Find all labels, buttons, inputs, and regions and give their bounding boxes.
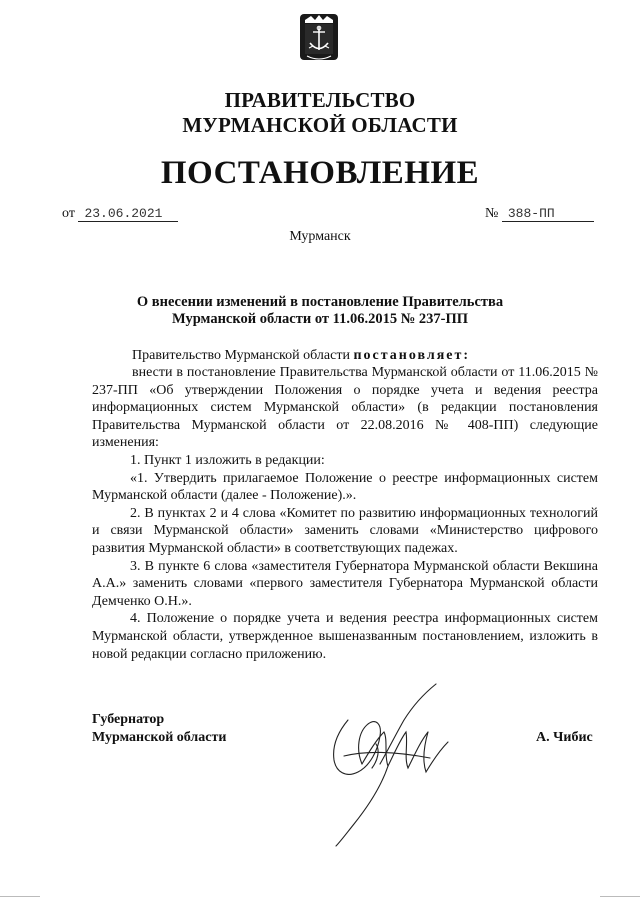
- document-type-title: ПОСТАНОВЛЕНИЕ: [160, 155, 480, 191]
- number-field: [485, 206, 594, 222]
- organization-name-line2: МУРМАНСКОЙ ОБЛАСТИ: [182, 113, 458, 137]
- scan-edge-mark: [600, 896, 640, 897]
- date-field: [62, 206, 178, 222]
- document-number: 388-ПП: [502, 206, 594, 222]
- scan-edge-mark: [0, 896, 40, 897]
- intro-paragraph: внести в постановление Правительства Мурманской области от 11.06.2015 № 237-ПП «Об утверждении Положения о порядке учета и ведения реестра информационных систем Мурманской области» (в редакции постановления Правительства Мурманской области от 22.08.2016 № 408-ПП) следующие изменения:: [92, 365, 598, 451]
- amendment-item-4: 4. Положение о порядке учета и ведения реестра информационных систем Мурманской области, утвержденное вышеназванным постановлением, изложить в новой редакции согласно приложению.: [92, 611, 598, 662]
- lead-text: Правительство Мурманской области: [132, 348, 354, 363]
- amendment-item-3: 3. В пункте 6 слова «заместителя Губернатора Мурманской области Векшина А.А.» заменить словами «первого заместителя Губернатора Мурманской области Демченко О.Н.».: [92, 558, 598, 609]
- number-prefix: №: [485, 206, 499, 221]
- signatory-title: [92, 711, 226, 747]
- amendment-item-2: 2. В пунктах 2 и 4 слова «Комитет по развитию информационных технологий и связи Мурманской области» заменить словами «Министерство цифрового развития Мурманской области» в соответствующих падежах.: [92, 505, 598, 556]
- coat-of-arms-icon: [297, 10, 341, 64]
- document-subject: [0, 294, 640, 328]
- signatory-name: А. Чибис: [536, 730, 593, 745]
- lead-verb: постановляет:: [353, 348, 471, 363]
- subject-line1: О внесении изменений в постановление Правительства: [136, 294, 504, 310]
- subject-line2: Мурманской области от 11.06.2015 № 237-ПП: [171, 311, 469, 327]
- signatory-title-line1: Губернатор: [92, 712, 165, 727]
- handwritten-signature: [318, 680, 468, 850]
- date-prefix: от: [62, 206, 75, 221]
- amendment-item-1-quote: «1. Утвердить прилагаемое Положение о реестре информационных систем Мурманской области (далее - Положение).».: [92, 470, 598, 504]
- organization-name-line1: ПРАВИТЕЛЬСТВО: [224, 88, 416, 112]
- document-date: 23.06.2021: [78, 206, 178, 222]
- city-name: Мурманск: [289, 229, 351, 244]
- lead-sentence: [92, 347, 598, 365]
- amendment-item-1: 1. Пункт 1 изложить в редакции:: [130, 453, 325, 468]
- amendment-list: [92, 452, 598, 663]
- signatory-title-line2: Мурманской области: [92, 730, 227, 745]
